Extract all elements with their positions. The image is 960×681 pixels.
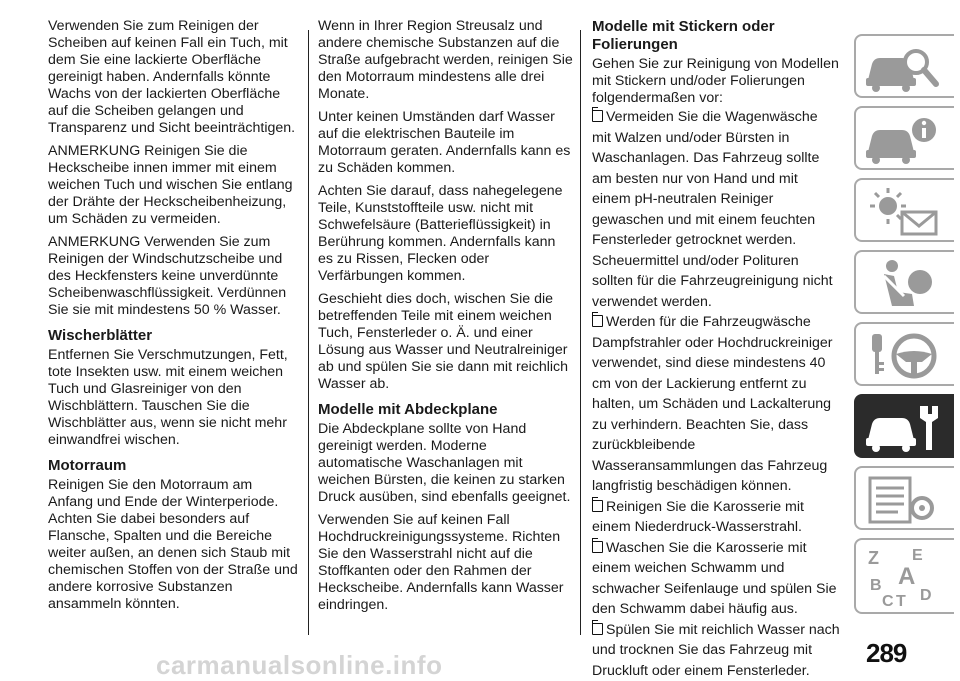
tab-specifications[interactable] [854,466,954,530]
paragraph: Verwenden Sie auf keinen Fall Hochdruckreinigungssysteme. Richten Sie den Wasserstrahl nicht auf die Stoffkanten oder den Rahmen der Heckscheibe. Andernfalls kann Wasser eindringen. [318,512,574,614]
paragraph: Geschieht dies doch, wischen Sie die betreffenden Teile mit einem weichen Tuch, Fensterleder o. Ä. und einer Lösung aus Wasser und Neutralreiniger ab und spülen Sie sie dann mit reichlich Wasser ab. [318,291,574,393]
tab-car-magnifier[interactable] [854,34,954,98]
index-letter-e: E [912,547,923,564]
checkbox-bullet-icon [592,110,603,122]
checkbox-bullet-icon [592,315,603,327]
index-letter-b: B [870,577,882,594]
checkbox-bullet-icon [592,541,603,553]
watermark: carmanualsonline.info [156,650,442,681]
text-column-1 [48,18,300,619]
car-magnifier-icon [862,40,946,96]
index-letter-a: A [898,563,915,590]
paragraph: ANMERKUNG Reinigen Sie die Heckscheibe innen immer mit einem weichen Tuch und wischen Sie entlang der Drähte der Heckscheibenheizung, um Schäden zu vermeiden. [48,143,300,228]
tab-driving[interactable] [854,322,954,386]
paragraph: Die Abdeckplane sollte von Hand gereinigt werden. Moderne automatische Waschanlagen mit weichen Bürsten, die keinen zu starken Druck ausüben, sind ebenfalls geeignet. [318,421,574,506]
index-letter-t: T [896,593,906,610]
paragraph: Wenn in Ihrer Region Streusalz und andere chemische Substanzen auf die Straße aufgebracht werden, reinigen Sie den Motorraum mindestens alle drei Monate. [318,18,574,103]
text-column-3 [592,18,840,681]
bullet-item: Spülen Sie mit reichlich Wasser nach und trocknen Sie das Fahrzeug mit Druckluft oder einem Fensterleder. [592,620,840,681]
section-heading-wiper: Wischerblätter [48,327,300,345]
paragraph: Achten Sie darauf, dass nahegelegene Teile, Kunststoffteile usw. nicht mit Schwefelsäure (Batterieflüssigkeit) in Berührung kommen. Andernfalls kann es zu Rissen, Flecken oder Verfärbungen kommen. [318,183,574,285]
paragraph: Entfernen Sie Verschmutzungen, Fett, tote Insekten usw. mit einem weichen Tuch und Glasreiniger von den Wischblättern. Tauschen Sie die Wischblätter aus, wenn sie nicht mehr einwandfrei wischen. [48,347,300,449]
tab-maintenance[interactable] [854,394,954,458]
bullet-item: Reinigen Sie die Karosserie mit einem Niederdruck-Wasserstrahl. [592,497,840,538]
tab-warning-lights[interactable] [854,178,954,242]
warning-lights-envelope-icon [862,184,946,240]
column-divider [580,30,581,635]
paragraph: Verwenden Sie zum Reinigen der Scheiben auf keinen Fall ein Tuch, mit dem Sie eine lackierte Oberfläche gereinigt haben. Andernfalls könnte Wachs von der lackierten Oberfläche auf die Scheiben gelangen und Transparenz und Sicht beeinträchtigen. [48,18,300,137]
car-wrench-icon [862,400,946,456]
seat-airbag-icon [862,256,946,312]
index-letter-c: C [882,593,894,610]
checkbox-bullet-icon [592,500,603,512]
section-heading-stickers: Modelle mit Stickern oder Folierungen [592,18,840,54]
paragraph: ANMERKUNG Verwenden Sie zum Reinigen der Windschutzscheibe und des Heckfensters keine unverdünnte Scheibenwaschflüssigkeit. Verdünnen Sie sie mit mindestens 50 % Wasser. [48,234,300,319]
bullet-item: Waschen Sie die Karosserie mit einem weichen Schwamm und schwacher Seifenlauge und spülen Sie den Schwamm dabei häufig aus. [592,538,840,620]
paragraph: Unter keinen Umständen darf Wasser auf die elektrischen Bauteile im Motorraum geraten. Andernfalls kann es zu Schäden kommen. [318,109,574,177]
index-letter-d: D [920,587,932,604]
tab-safety[interactable] [854,250,954,314]
paragraph: Gehen Sie zur Reinigung von Modellen mit Stickern und/oder Folierungen folgendermaßen vor: [592,56,840,107]
index-letter-z: Z [868,548,879,568]
column-divider [308,30,309,635]
tab-car-info[interactable] [854,106,954,170]
page-number: 289 [866,638,906,669]
key-steering-wheel-icon [862,328,946,384]
bullet-item: Vermeiden Sie die Wagenwäsche mit Walzen und/oder Bürsten in Waschanlagen. Das Fahrzeug sollte am besten nur von Hand und mit einem pH-neutralen Reiniger gewaschen und mit einem feuchten Fensterleder getrocknet werden. Scheuermittel und/oder Polituren sollten für die Fahrzeugreinigung nicht verwendet werden. [592,107,840,312]
car-info-icon [862,112,946,168]
paragraph: Reinigen Sie den Motorraum am Anfang und Ende der Winterperiode. Achten Sie dabei besonders auf Flansche, Spalten und die Bereiche weiter außen, an denen sich Staub mit chemischen Stoffen von der Straße und andere korrosive Substanzen ansammeln könnten. [48,477,300,613]
tab-index[interactable] [854,538,954,614]
checkbox-bullet-icon [592,623,603,635]
index-letters-icon [862,544,946,610]
section-heading-engine: Motorraum [48,457,300,475]
text-column-2 [318,18,574,620]
spec-list-icon [862,472,946,528]
bullet-item: Werden für die Fahrzeugwäsche Dampfstrahler oder Hochdruckreiniger verwendet, sind diese mindestens 40 cm von der Lackierung entfernt zu halten, um Schäden und Lackalterung zu verhindern. Beachten Sie, dass zurückbleibende Wasseransammlungen das Fahrzeug langfristig beschädigen können. [592,312,840,497]
section-heading-cover: Modelle mit Abdeckplane [318,401,574,419]
chapter-tabs [854,34,954,634]
